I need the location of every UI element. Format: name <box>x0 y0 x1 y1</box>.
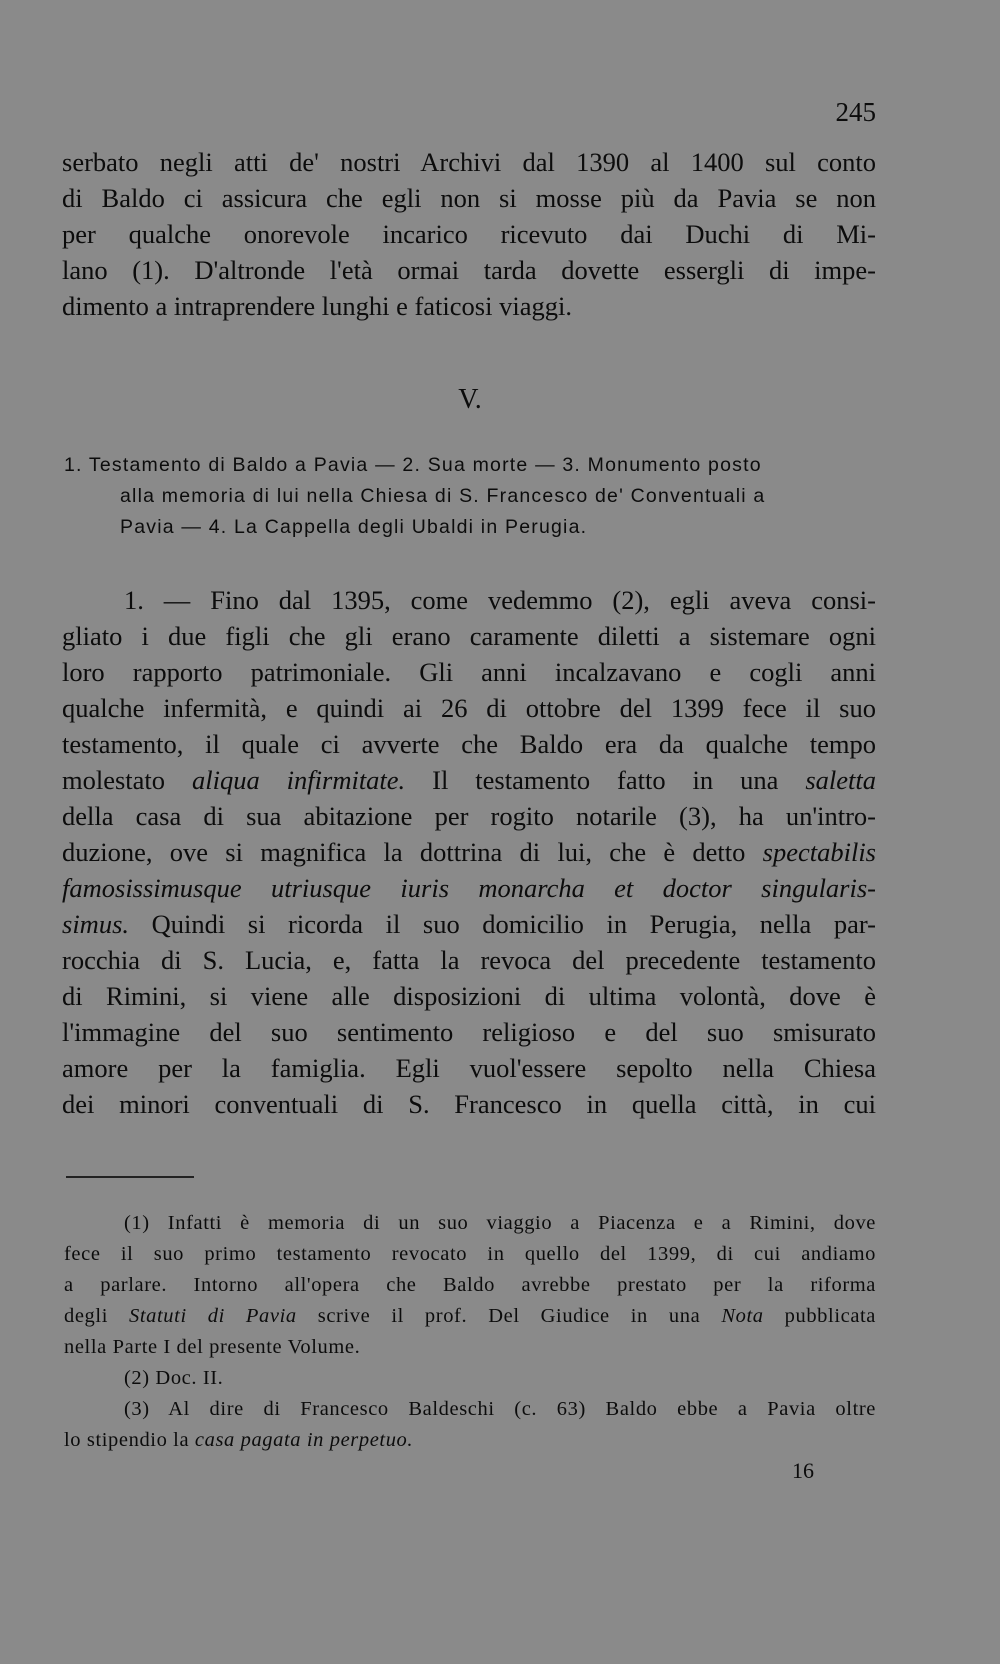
text-run: Il testamento fatto in una <box>405 765 806 795</box>
text-line: serbato negli atti de' nostri Archivi dal 1390 al 1400 sul conto <box>62 147 876 177</box>
summary-line: Pavia — 4. La Cappella degli Ubaldi in Perugia. <box>120 516 588 538</box>
italic-word: saletta <box>805 765 876 795</box>
footnote-line: (2) Doc. II. <box>124 1367 224 1389</box>
printer-signature-mark: 16 <box>792 1458 814 1483</box>
text-run: degli <box>64 1305 130 1327</box>
section-summary <box>64 450 876 543</box>
italic-word: simus. <box>62 909 130 939</box>
main-paragraph <box>62 582 876 1122</box>
text-line: amore per la famiglia. Egli vuol'essere sepolto nella Chiesa <box>62 1053 876 1083</box>
text-line: di Baldo ci assicura che egli non si mosse più da Pavia se non <box>62 183 876 213</box>
text-run: lo stipendio la <box>64 1429 195 1451</box>
text-line: l'immagine del suo sentimento religioso e del suo smisurato <box>62 1017 876 1047</box>
text-line: rocchia di S. Lucia, e, fatta la revoca del precedente testamento <box>62 945 876 975</box>
footnote-line: fece il suo primo testamento revocato in quello del 1399, di cui andiamo <box>64 1243 876 1265</box>
text-run: Quindi si ricorda il suo domicilio in Perugia, nella par- <box>129 909 876 939</box>
italic-phrase: Statuti di Pavia <box>129 1305 297 1327</box>
text-line <box>62 762 876 798</box>
text-run: duzione, ove si magnifica la dottrina di lui, che è detto <box>62 837 763 867</box>
text-line: famosissimusque utriusque iuris monarcha et doctor singularis- <box>62 873 876 903</box>
text-line: 1. — Fino dal 1395, come vedemmo (2), egli aveva consi- <box>124 585 876 615</box>
footnote-line: (3) Al dire di Francesco Baldeschi (c. 63) Baldo ebbe a Pavia oltre <box>124 1398 876 1420</box>
italic-word: Nota <box>721 1305 764 1327</box>
summary-line: alla memoria di lui nella Chiesa di S. Francesco de' Conventuali a <box>120 485 766 507</box>
intro-text <box>62 144 876 324</box>
text-line: lano (1). D'altronde l'età ormai tarda dovette essergli di impe- <box>62 255 876 285</box>
text-run: scrive il prof. Del Giudice in una <box>296 1305 722 1327</box>
summary-line: 1. Testamento di Baldo a Pavia — 2. Sua morte — 3. Monumento posto <box>64 454 762 476</box>
text-line: testamento, il quale ci avverte che Baldo era da qualche tempo <box>62 729 876 759</box>
footnote-line: a parlare. Intorno all'opera che Baldo avrebbe prestato per la riforma <box>64 1274 876 1296</box>
text-line: qualche infermità, e quindi ai 26 di ottobre del 1399 fece il suo <box>62 693 876 723</box>
text-line: della casa di sua abitazione per rogito notarile (3), ha un'intro- <box>62 801 876 831</box>
italic-word: spectabilis <box>762 837 876 867</box>
text-line: per qualche onorevole incarico ricevuto dai Duchi di Mi- <box>62 219 876 249</box>
footnote-line: nella Parte I del presente Volume. <box>64 1336 361 1358</box>
text-line: di Rimini, si viene alle disposizioni di ultima volontà, dove è <box>62 981 876 1011</box>
text-line: gliato i due figli che gli erano caramente diletti a sistemare ogni <box>62 621 876 651</box>
footnotes <box>64 1208 876 1456</box>
footnote-line <box>64 1301 876 1332</box>
text-run: molestato <box>62 765 192 795</box>
footnote-line: (1) Infatti è memoria di un suo viaggio a Piacenza e a Rimini, dove <box>124 1212 876 1234</box>
section-heading: V. <box>458 384 482 415</box>
text-run: pubblicata <box>763 1305 877 1327</box>
text-line: loro rapporto patrimoniale. Gli anni incalzavano e cogli anni <box>62 657 876 687</box>
text-line <box>62 834 876 870</box>
italic-phrase: aliqua infirmitate. <box>192 765 406 795</box>
page-number: 245 <box>835 97 876 127</box>
text-line: dei minori conventuali di S. Francesco in quella città, in cui <box>62 1089 876 1119</box>
footnote-separator <box>66 1176 194 1178</box>
italic-phrase: casa pagata in perpetuo. <box>194 1429 414 1451</box>
text-line: dimento a intraprendere lunghi e faticosi viaggi. <box>62 291 572 321</box>
text-line <box>62 906 876 942</box>
footnote-line <box>64 1425 876 1456</box>
